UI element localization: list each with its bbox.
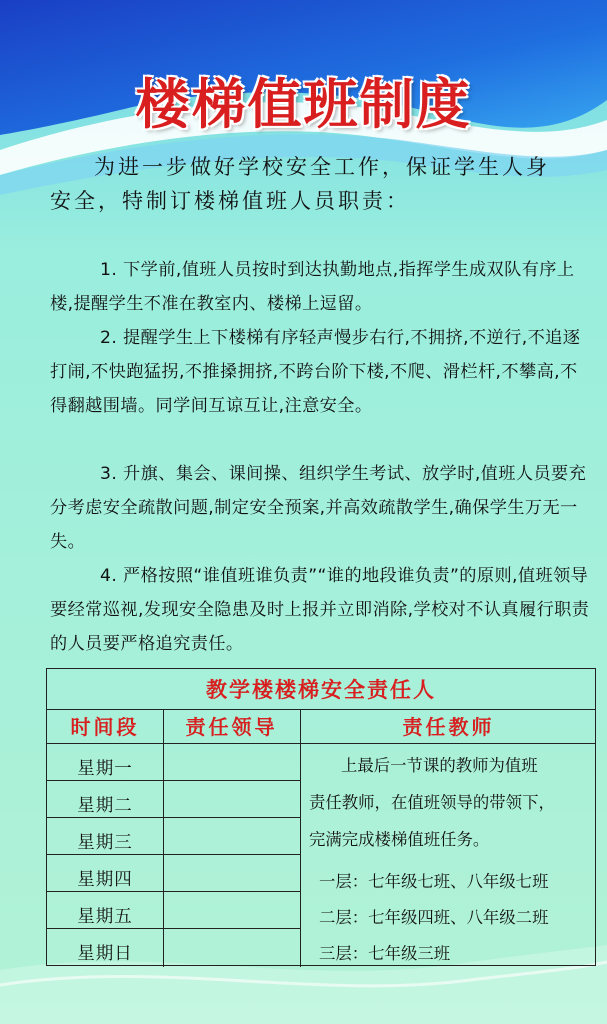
teacher-text-line: 责任教师，在值班领导的带领下， xyxy=(309,793,555,812)
teacher-text-line: 完满完成楼梯值班任务。 xyxy=(309,830,490,849)
teacher-text-line: 上最后一节课的教师为值班 xyxy=(341,756,538,775)
table-divider xyxy=(47,928,300,929)
table-divider xyxy=(300,709,301,967)
rule-item-2: 2. 提醒学生上下楼梯有序轻声慢步右行,不拥挤,不逆行,不追逐打闹,不快跑猛拐,不推搡拥挤,不跨台阶下楼,不爬、滑栏杆,不攀高,不得翻越围墙。同学间互谅互让,注意安全。 xyxy=(50,328,581,416)
teacher-text-line: 一层：七年级七班、八年级七班 xyxy=(319,872,549,891)
table-divider xyxy=(47,780,300,781)
day-cell: 星期日 xyxy=(77,944,133,964)
teacher-text-line: 二层：七年级四班、八年级二班 xyxy=(319,908,549,927)
teacher-text-line: 三层：七年级三班 xyxy=(319,944,451,963)
page-title: 楼梯值班制度 xyxy=(135,73,472,136)
table-divider xyxy=(47,891,300,892)
day-cell: 星期二 xyxy=(77,796,133,816)
table-divider xyxy=(47,743,595,744)
table-divider xyxy=(47,854,300,855)
day-cell: 星期四 xyxy=(77,870,133,890)
rule-item-1: 1. 下学前,值班人员按时到达执勤地点,指挥学生成双队有序上楼,提醒学生不准在教室内、楼梯上逗留。 xyxy=(50,260,575,314)
rule-item-3: 3. 升旗、集会、课间操、组织学生考试、放学时,值班人员要充分考虑安全疏散问题,制定安全预案,并高效疏散学生,确保学生万无一失。 xyxy=(50,464,587,552)
day-cell: 星期三 xyxy=(77,833,133,853)
day-cell: 星期一 xyxy=(77,759,133,779)
column-header-time: 时间段 xyxy=(70,715,140,739)
table-divider xyxy=(47,817,300,818)
rule-item-4: 4. 严格按照“谁值班谁负责”“谁的地段谁负责”的原则,值班领导要经常巡视,发现安全隐患及时上报并立即消除,学校对不认真履行职责的人员要严格追究责任。 xyxy=(50,566,590,654)
day-cell: 星期五 xyxy=(77,907,133,927)
responsibility-table xyxy=(46,668,596,966)
column-header-teacher: 责任教师 xyxy=(402,715,495,739)
column-header-leader: 责任领导 xyxy=(185,715,278,739)
intro-paragraph: 为进一步做好学校安全工作，保证学生人身安全，特制订楼梯值班人员职责： xyxy=(50,155,550,213)
table-heading: 教学楼楼梯安全责任人 xyxy=(206,678,436,702)
